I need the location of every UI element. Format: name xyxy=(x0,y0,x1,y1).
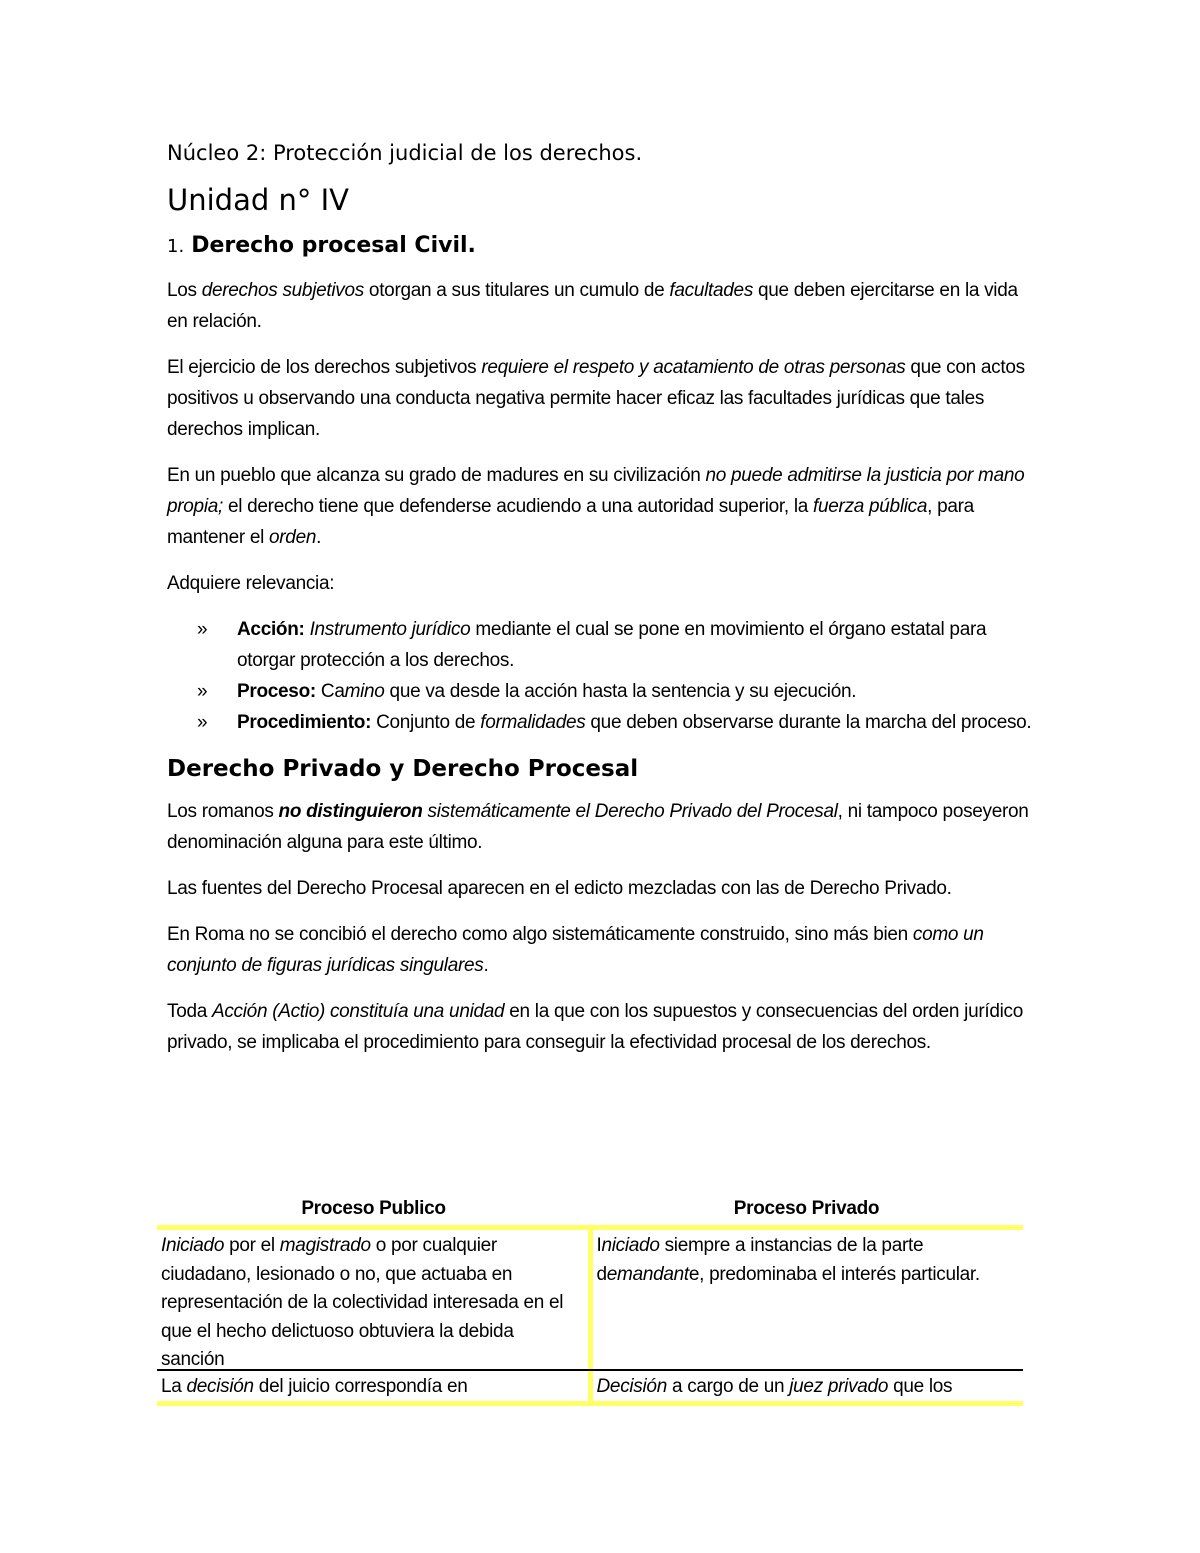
text-run: que deben observarse durante la marcha del proceso. xyxy=(585,712,1032,733)
text-run: mino xyxy=(344,681,385,702)
text-run: el derecho tiene que defenderse acudiendo a una autoridad superior, la xyxy=(223,496,814,517)
text-run: requiere el respeto y acatamiento de otras personas xyxy=(481,357,906,378)
paragraph xyxy=(167,796,1037,858)
roman-law-paragraphs xyxy=(167,796,1037,1058)
header-private: Proceso Privado xyxy=(733,1198,880,1219)
text-run: Las fuentes del Derecho Procesal aparecen en el edicto mezcladas con las de Derecho Privado. xyxy=(167,878,952,899)
text-run: magistrado xyxy=(279,1235,371,1256)
paragraph xyxy=(167,919,1037,981)
text-run: orden xyxy=(269,527,317,548)
text-run: La xyxy=(161,1376,187,1397)
text-run: Acción (Actio) constituía una unidad xyxy=(211,1001,505,1022)
nucleo-heading: Núcleo 2: Protección judicial de los derechos. xyxy=(167,141,643,165)
cell-private xyxy=(593,1230,1024,1369)
document-page xyxy=(167,138,1037,1073)
section-heading xyxy=(167,230,1037,263)
text-run: . xyxy=(483,955,489,976)
paragraph xyxy=(167,568,1037,599)
comparison-table xyxy=(157,1193,1023,1406)
definitions-list xyxy=(167,614,1037,738)
text-run: , ni tampoco poseyeron denominación alguna para este último. xyxy=(167,801,1029,853)
text-run: derechos subjetivos xyxy=(201,280,364,301)
text-run: Ca xyxy=(315,681,345,702)
text-run: Proceso: xyxy=(237,681,316,702)
text-run: decisión xyxy=(186,1376,254,1397)
paragraph xyxy=(167,460,1037,553)
text-run: Los xyxy=(167,280,202,301)
text-run: niciado xyxy=(601,1235,660,1256)
text-run: como un conjunto de figuras jurídicas singulares xyxy=(167,924,984,976)
header-public: Proceso Publico xyxy=(301,1198,446,1219)
bullet-icon: » xyxy=(197,619,208,640)
text-run: que los xyxy=(888,1376,953,1397)
list-item xyxy=(197,614,1037,676)
text-run: por el xyxy=(224,1235,280,1256)
text-run: Los romanos xyxy=(167,801,279,822)
paragraph xyxy=(167,873,1037,904)
text-run: en la que con los supuestos y consecuencias del orden jurídico privado, se implicaba el procedimiento para conseguir la efectividad procesal de los derechos. xyxy=(167,1001,1024,1053)
text-run: Procedimiento: xyxy=(237,712,372,733)
cell-public xyxy=(157,1230,593,1369)
text-run: . xyxy=(316,527,322,548)
paragraph xyxy=(167,275,1037,337)
table-row xyxy=(157,1230,1023,1371)
text-run: formalidades xyxy=(480,712,586,733)
section-title: Derecho procesal Civil. xyxy=(191,233,476,258)
subheading: Derecho Privado y Derecho Procesal xyxy=(167,756,639,782)
text-run: En un pueblo que alcanza su grado de madures en su civilización xyxy=(167,465,706,486)
text-run: facultades xyxy=(669,280,754,301)
text-run: El ejercicio de los derechos subjetivos xyxy=(167,357,482,378)
text-run: no puede admitirse la justicia por mano propia; xyxy=(167,465,1025,517)
text-run: Acción: xyxy=(237,619,305,640)
text-run: Adquiere relevancia: xyxy=(167,573,335,594)
paragraph xyxy=(167,996,1037,1058)
cell-private xyxy=(593,1371,1024,1401)
text-run: Instrumento jurídico xyxy=(309,619,471,640)
text-run: emandant xyxy=(606,1263,689,1285)
unidad-heading: Unidad n° IV xyxy=(167,183,349,217)
table-header xyxy=(157,1193,1023,1230)
table-row xyxy=(157,1371,1023,1406)
text-run: o por cualquier ciudadano, lesionado o no, que actuaba en representación de la colectividad interesada en el que el hecho delictuoso obtuviera la debida sanción xyxy=(161,1235,564,1370)
text-run: e, predominaba el interés particular. xyxy=(688,1263,980,1285)
paragraph xyxy=(167,352,1037,445)
list-item xyxy=(197,676,1037,707)
list-item xyxy=(197,707,1037,738)
text-run: del juicio correspondía en xyxy=(253,1376,468,1397)
text-run: Conjunto de xyxy=(371,712,481,733)
text-run: Decisión xyxy=(596,1376,667,1397)
section-number: 1. xyxy=(167,236,185,257)
text-run: juez privado xyxy=(789,1376,889,1397)
cell-public xyxy=(157,1371,593,1401)
text-run: sistemáticamente el Derecho Privado del Procesal xyxy=(427,801,838,822)
text-run: fuerza pública xyxy=(813,496,928,517)
text-run: que deben ejercitarse en la vida en relación. xyxy=(167,280,1018,332)
text-run: otorgan a sus titulares un cumulo de xyxy=(363,280,670,301)
text-run: En Roma no se concibió el derecho como algo sistemáticamente construido, sino más bien xyxy=(167,924,913,945)
intro-paragraphs xyxy=(167,275,1037,599)
text-run: I xyxy=(596,1235,602,1256)
text-run: a cargo de un xyxy=(666,1376,790,1397)
text-run: que va desde la acción hasta la sentencia y su ejecución. xyxy=(384,681,857,702)
text-run: Toda xyxy=(167,1001,212,1022)
text-run: , para mantener el xyxy=(167,496,974,548)
text-run: mediante el cual se pone en movimiento el órgano estatal para otorgar protección a los derechos. xyxy=(237,619,987,671)
text-run: Iniciado xyxy=(161,1235,225,1256)
text-run: que con actos positivos u observando una conducta negativa permite hacer eficaz las facultades jurídicas que tales derechos implican. xyxy=(167,357,1025,440)
text-run: no distinguieron xyxy=(278,801,423,822)
bullet-icon: » xyxy=(197,681,208,702)
text-run: siempre a instancias de la parte d xyxy=(596,1235,924,1285)
bullet-icon: » xyxy=(197,712,208,733)
